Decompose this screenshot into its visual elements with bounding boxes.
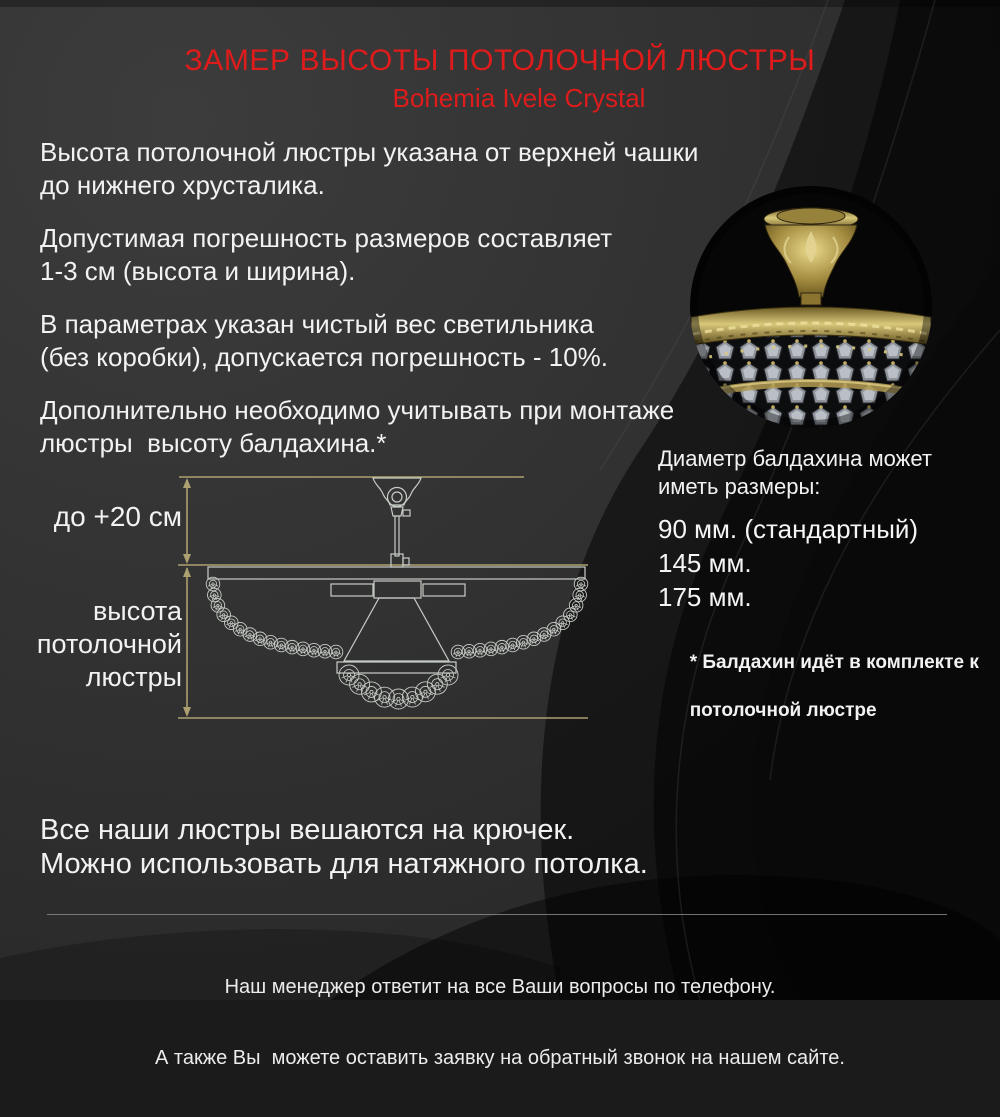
canopy-size-list <box>658 512 993 614</box>
paragraph-canopy: Дополнительно необходимо учитывать при монтаже люстры высоту балдахина.* <box>40 395 675 458</box>
chandelier-height-label: высота потолочной люстры <box>36 596 182 692</box>
paragraph-weight: В параметрах указан чистый вес светильника (без коробки), допускается погрешность - 10%. <box>40 309 609 372</box>
chandelier-photo <box>689 185 933 429</box>
canopy-note: * Балдахин идёт в комплекте к потолочной люстре <box>689 652 979 721</box>
page-title: ЗАМЕР ВЫСОТЫ ПОТОЛОЧНОЙ ЛЮСТРЫ <box>184 44 816 77</box>
canopy-spec <box>658 445 993 747</box>
crystal-bead-swag <box>206 577 588 709</box>
footer-divider <box>47 914 947 915</box>
canopy-size-item: 175 мм. <box>658 582 752 612</box>
footer-text: Наш менеджер ответит на все Ваши вопросы по телефону. А также Вы можете оставить заявку на обратный звонок на нашем сайте. <box>155 976 845 1069</box>
chandelier-line-drawing <box>206 478 588 709</box>
canopy-size-item: 90 мм. (стандартный) <box>658 514 919 544</box>
header <box>0 44 1000 114</box>
canopy-spec-heading: Диаметр балдахина может иметь размеры: <box>658 446 932 499</box>
brand-name: Bohemia Ivele Crystal <box>392 83 646 113</box>
info-paragraphs <box>40 136 760 480</box>
upper-dimension-label: до +20 см <box>53 501 182 532</box>
paragraph-tolerance: Допустимая погрешность размеров составляет 1-3 см (высота и ширина). <box>40 223 613 286</box>
hanging-info: Все наши люстры вешаются на крючек. Можно использовать для натяжного потолка. <box>40 814 648 880</box>
canopy-size-item: 145 мм. <box>658 548 752 578</box>
paragraph-height-note: Высота потолочной люстры указана от верхней чашки до нижнего хрусталика. <box>40 137 699 200</box>
